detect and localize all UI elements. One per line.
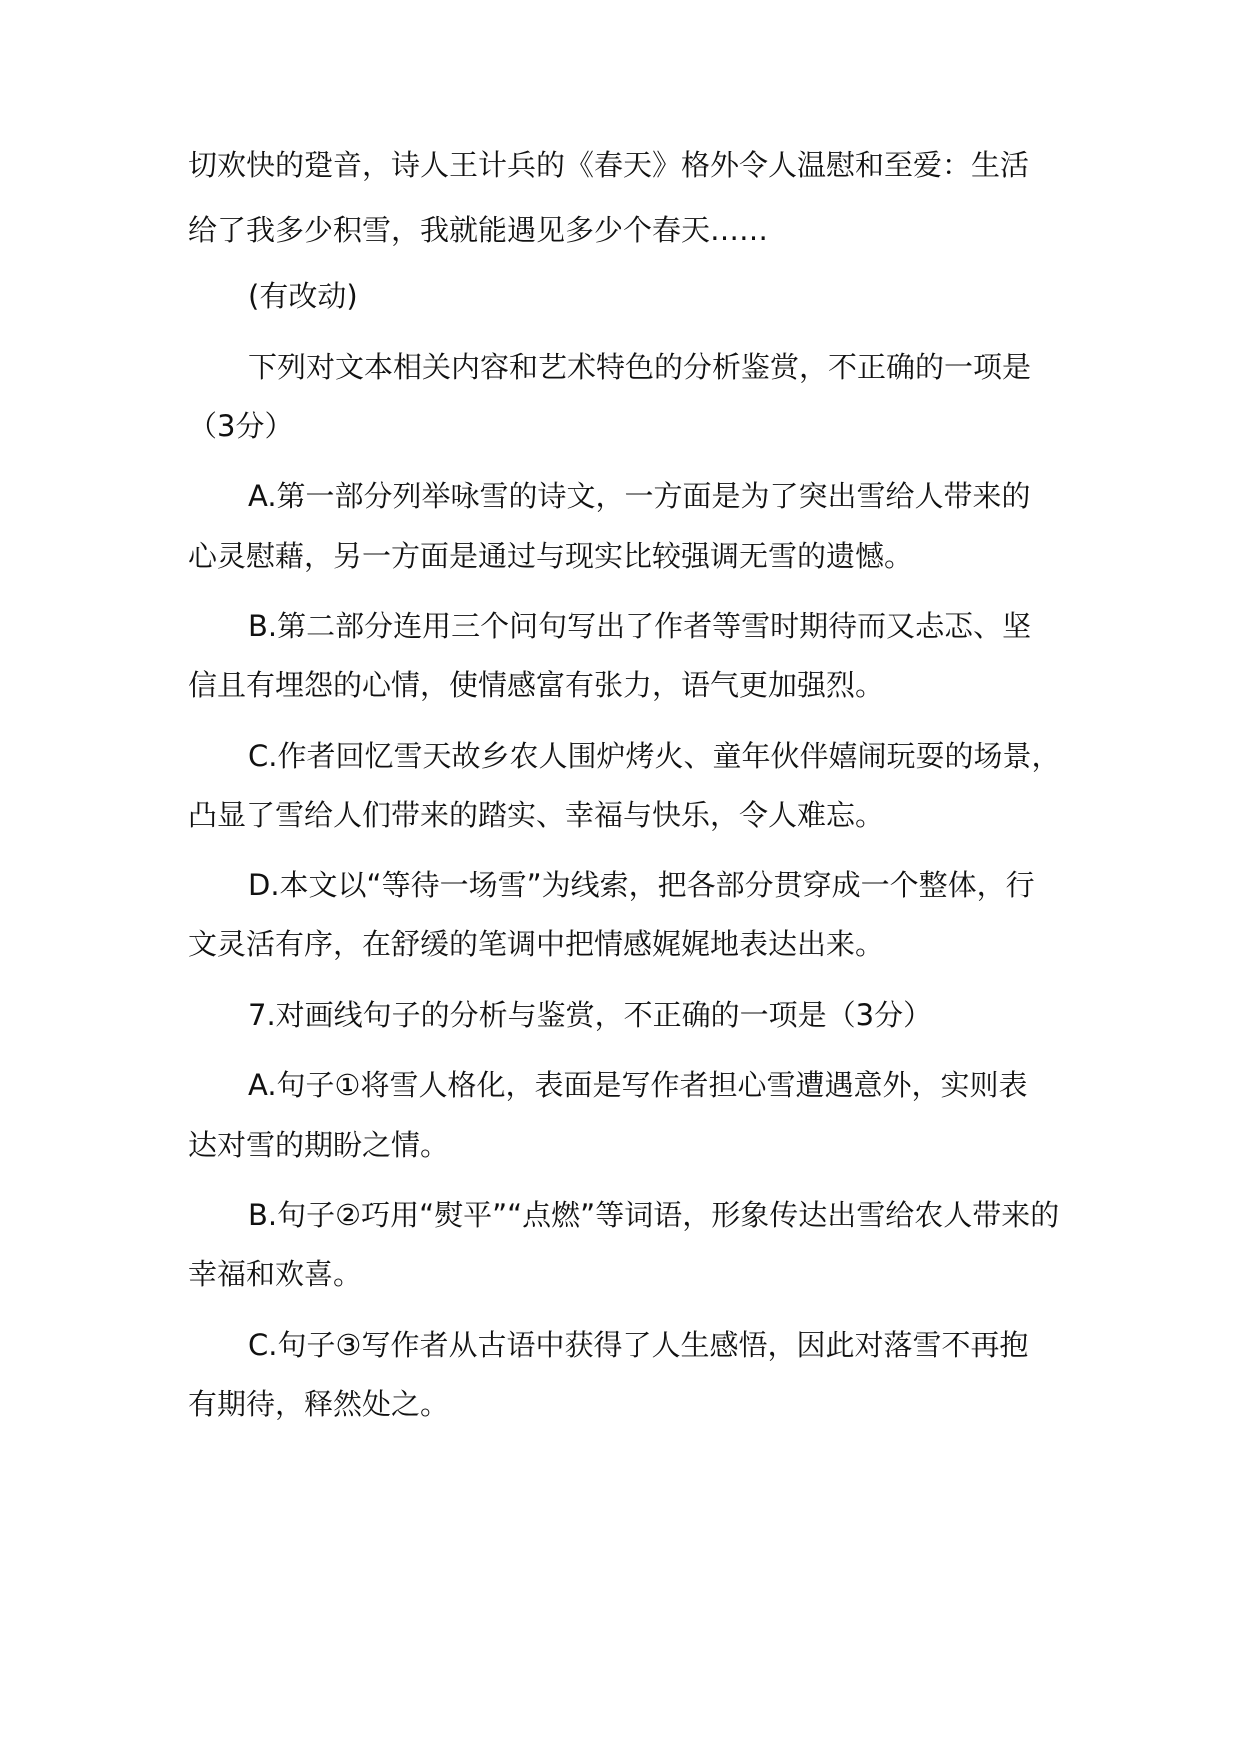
text-line-1: 切欢快的跫音，诗人王计兵的《春天》格外令人温慰和至爱：生活: [188, 148, 1030, 182]
q7-option-c-line-2: 有期待，释然处之。: [188, 1387, 450, 1421]
q6-option-c-line-1: C.作者回忆雪天故乡农人围炉烤火、童年伙伴嬉闹玩耍的场景，: [248, 739, 1061, 773]
q6-option-b-line-2: 信且有埋怨的心情，使情感富有张力，语气更加强烈。: [188, 668, 885, 702]
q7-option-b-line-2: 幸福和欢喜。: [188, 1257, 363, 1291]
q6-option-d-line-1: D.本文以“等待一场雪”为线索，把各部分贯穿成一个整体，行: [248, 868, 1035, 902]
q7-option-a-line-1: A.句子①将雪人格化，表面是写作者担心雪遭遇意外，实则表: [248, 1068, 1028, 1102]
q6-option-a-line-1: A.第一部分列举咏雪的诗文，一方面是为了突出雪给人带来的: [248, 479, 1031, 513]
q6-option-d-line-2: 文灵活有序，在舒缓的笔调中把情感娓娓地表达出来。: [188, 927, 885, 961]
question-7-stem: 7.对画线句子的分析与鉴赏，不正确的一项是（3分）: [248, 998, 933, 1032]
q7-option-b-line-1: B.句子②巧用“熨平”“点燃”等词语，形象传达出雪给农人带来的: [248, 1198, 1060, 1232]
q6-option-a-line-2: 心灵慰藉，另一方面是通过与现实比较强调无雪的遗憾。: [188, 539, 914, 573]
source-note: (有改动): [248, 279, 358, 313]
q6-option-b-line-1: B.第二部分连用三个问句写出了作者等雪时期待而又忐忑、坚: [248, 609, 1032, 643]
q7-option-c-line-1: C.句子③写作者从古语中获得了人生感悟，因此对落雪不再抱: [248, 1328, 1029, 1362]
text-line-2: 给了我多少积雪，我就能遇见多少个春天……: [188, 213, 769, 247]
q6-option-c-line-2: 凸显了雪给人们带来的踏实、幸福与快乐，令人难忘。: [188, 798, 885, 832]
question-6-stem: 下列对文本相关内容和艺术特色的分析鉴赏，不正确的一项是: [248, 350, 1032, 384]
question-6-score: （3分）: [188, 409, 294, 443]
q7-option-a-line-2: 达对雪的期盼之情。: [188, 1128, 450, 1162]
